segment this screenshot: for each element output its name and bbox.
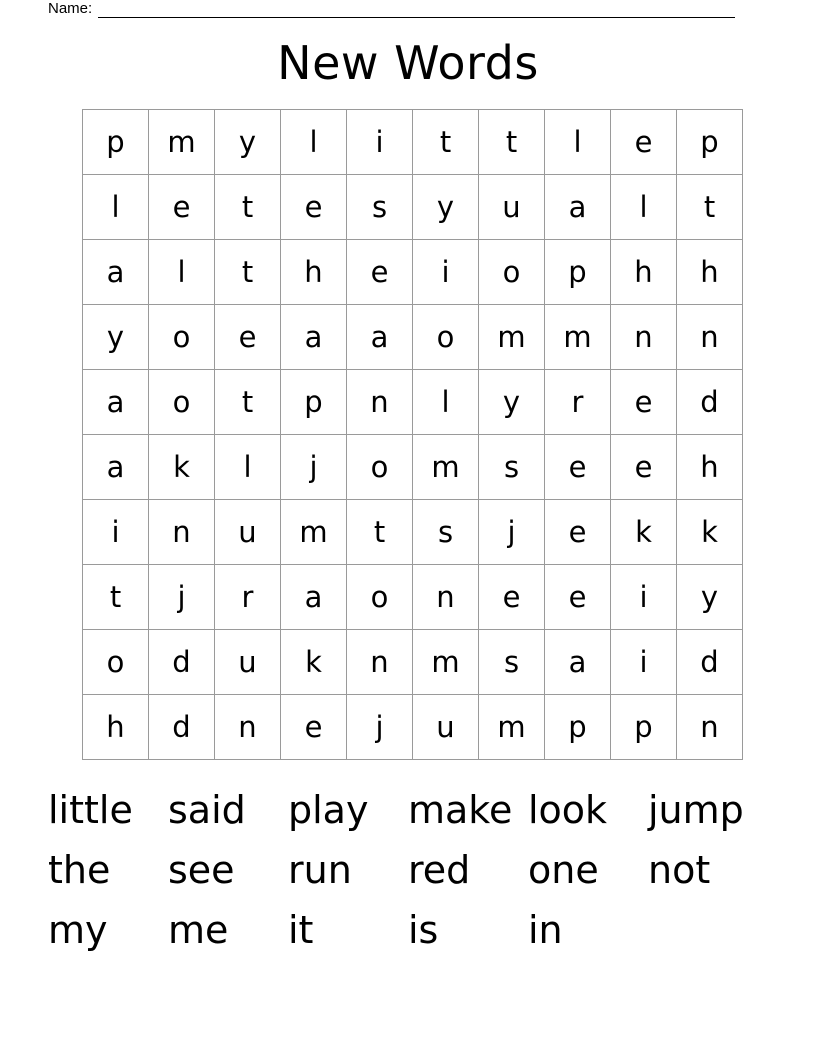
grid-letter-cell: m	[479, 695, 545, 760]
grid-letter-cell: p	[611, 695, 677, 760]
grid-letter-cell: e	[347, 240, 413, 305]
grid-letter-cell: y	[413, 175, 479, 240]
grid-letter-cell: e	[215, 305, 281, 370]
word-bank-item: little	[48, 788, 133, 832]
grid-row	[83, 435, 743, 500]
word-bank	[48, 780, 788, 960]
grid-letter-cell: a	[83, 240, 149, 305]
word-search-grid	[82, 109, 743, 760]
grid-letter-cell: u	[215, 500, 281, 565]
grid-letter-cell: t	[677, 175, 743, 240]
grid-letter-cell: e	[281, 175, 347, 240]
grid-letter-cell: u	[215, 630, 281, 695]
grid-letter-cell: k	[677, 500, 743, 565]
word-bank-item: play	[288, 788, 369, 832]
grid-letter-cell: u	[413, 695, 479, 760]
grid-letter-cell: d	[149, 630, 215, 695]
grid-letter-cell: m	[479, 305, 545, 370]
grid-letter-cell: s	[479, 435, 545, 500]
grid-letter-cell: l	[149, 240, 215, 305]
grid-letter-cell: o	[347, 565, 413, 630]
grid-letter-cell: t	[347, 500, 413, 565]
grid-letter-cell: y	[677, 565, 743, 630]
grid-letter-cell: j	[149, 565, 215, 630]
grid-letter-cell: i	[347, 110, 413, 175]
word-bank-item: in	[528, 908, 563, 952]
grid-letter-cell: e	[281, 695, 347, 760]
grid-row	[83, 370, 743, 435]
grid-row	[83, 500, 743, 565]
grid-letter-cell: r	[545, 370, 611, 435]
grid-letter-cell: a	[281, 305, 347, 370]
word-bank-item: my	[48, 908, 108, 952]
grid-letter-cell: a	[545, 630, 611, 695]
grid-letter-cell: t	[479, 110, 545, 175]
grid-letter-cell: k	[281, 630, 347, 695]
grid-row	[83, 110, 743, 175]
grid-letter-cell: d	[677, 370, 743, 435]
grid-letter-cell: i	[611, 565, 677, 630]
grid-letter-cell: p	[545, 240, 611, 305]
grid-letter-cell: n	[677, 305, 743, 370]
grid-letter-cell: n	[611, 305, 677, 370]
grid-letter-cell: l	[83, 175, 149, 240]
grid-letter-cell: y	[215, 110, 281, 175]
grid-letter-cell: t	[215, 175, 281, 240]
word-bank-item: said	[168, 788, 246, 832]
grid-row	[83, 565, 743, 630]
grid-letter-cell: t	[215, 370, 281, 435]
name-label: Name:	[48, 0, 93, 17]
word-bank-item: not	[648, 848, 711, 892]
grid-letter-cell: h	[677, 240, 743, 305]
grid-letter-cell: l	[281, 110, 347, 175]
grid-letter-cell: o	[83, 630, 149, 695]
grid-letter-cell: k	[149, 435, 215, 500]
grid-letter-cell: n	[413, 565, 479, 630]
grid-letter-cell: n	[215, 695, 281, 760]
grid-letter-cell: d	[149, 695, 215, 760]
grid-letter-cell: r	[215, 565, 281, 630]
grid-row	[83, 175, 743, 240]
grid-letter-cell: m	[413, 630, 479, 695]
grid-letter-cell: t	[215, 240, 281, 305]
grid-letter-cell: o	[479, 240, 545, 305]
grid-letter-cell: t	[83, 565, 149, 630]
word-bank-item: it	[288, 908, 314, 952]
grid-letter-cell: k	[611, 500, 677, 565]
grid-letter-cell: n	[347, 630, 413, 695]
grid-letter-cell: p	[545, 695, 611, 760]
grid-letter-cell: u	[479, 175, 545, 240]
grid-letter-cell: a	[347, 305, 413, 370]
grid-letter-cell: a	[83, 370, 149, 435]
grid-letter-cell: e	[611, 435, 677, 500]
grid-letter-cell: m	[281, 500, 347, 565]
grid-row	[83, 240, 743, 305]
word-bank-item: one	[528, 848, 599, 892]
grid-letter-cell: d	[677, 630, 743, 695]
grid-letter-cell: j	[347, 695, 413, 760]
grid-letter-cell: e	[149, 175, 215, 240]
grid-letter-cell: a	[281, 565, 347, 630]
grid-letter-cell: l	[215, 435, 281, 500]
grid-letter-cell: i	[611, 630, 677, 695]
grid-letter-cell: o	[149, 370, 215, 435]
grid-row	[83, 695, 743, 760]
grid-letter-cell: p	[281, 370, 347, 435]
grid-letter-cell: n	[149, 500, 215, 565]
word-bank-item: me	[168, 908, 229, 952]
word-bank-item: look	[528, 788, 608, 832]
grid-letter-cell: j	[281, 435, 347, 500]
grid-letter-cell: e	[545, 500, 611, 565]
word-bank-item: see	[168, 848, 235, 892]
grid-letter-cell: l	[413, 370, 479, 435]
grid-letter-cell: t	[413, 110, 479, 175]
word-bank-item: is	[408, 908, 439, 952]
grid-letter-cell: s	[413, 500, 479, 565]
grid-row	[83, 630, 743, 695]
word-bank-item: jump	[648, 788, 744, 832]
grid-letter-cell: m	[545, 305, 611, 370]
grid-letter-cell: o	[149, 305, 215, 370]
word-bank-item: run	[288, 848, 352, 892]
word-bank-item: make	[408, 788, 513, 832]
grid-letter-cell: y	[479, 370, 545, 435]
grid-letter-cell: e	[545, 565, 611, 630]
grid-letter-cell: m	[413, 435, 479, 500]
grid-letter-cell: s	[479, 630, 545, 695]
grid-letter-cell: m	[149, 110, 215, 175]
name-write-line	[98, 3, 735, 18]
grid-letter-cell: a	[545, 175, 611, 240]
grid-letter-cell: e	[545, 435, 611, 500]
grid-letter-cell: e	[611, 110, 677, 175]
grid-letter-cell: a	[83, 435, 149, 500]
grid-letter-cell: n	[347, 370, 413, 435]
grid-letter-cell: h	[611, 240, 677, 305]
word-bank-item: the	[48, 848, 111, 892]
grid-letter-cell: e	[611, 370, 677, 435]
grid-letter-cell: p	[677, 110, 743, 175]
grid-row	[83, 305, 743, 370]
page-title: New Words	[277, 36, 539, 90]
grid-letter-cell: y	[83, 305, 149, 370]
grid-letter-cell: n	[677, 695, 743, 760]
grid-letter-cell: j	[479, 500, 545, 565]
word-bank-item: red	[408, 848, 471, 892]
name-field	[48, 0, 748, 18]
grid-letter-cell: h	[83, 695, 149, 760]
grid-letter-cell: o	[413, 305, 479, 370]
grid-letter-cell: p	[83, 110, 149, 175]
grid-letter-cell: h	[677, 435, 743, 500]
grid-letter-cell: e	[479, 565, 545, 630]
grid-letter-cell: l	[545, 110, 611, 175]
grid-letter-cell: i	[83, 500, 149, 565]
grid-letter-cell: h	[281, 240, 347, 305]
grid-letter-cell: o	[347, 435, 413, 500]
grid-letter-cell: i	[413, 240, 479, 305]
grid-letter-cell: s	[347, 175, 413, 240]
grid-letter-cell: l	[611, 175, 677, 240]
